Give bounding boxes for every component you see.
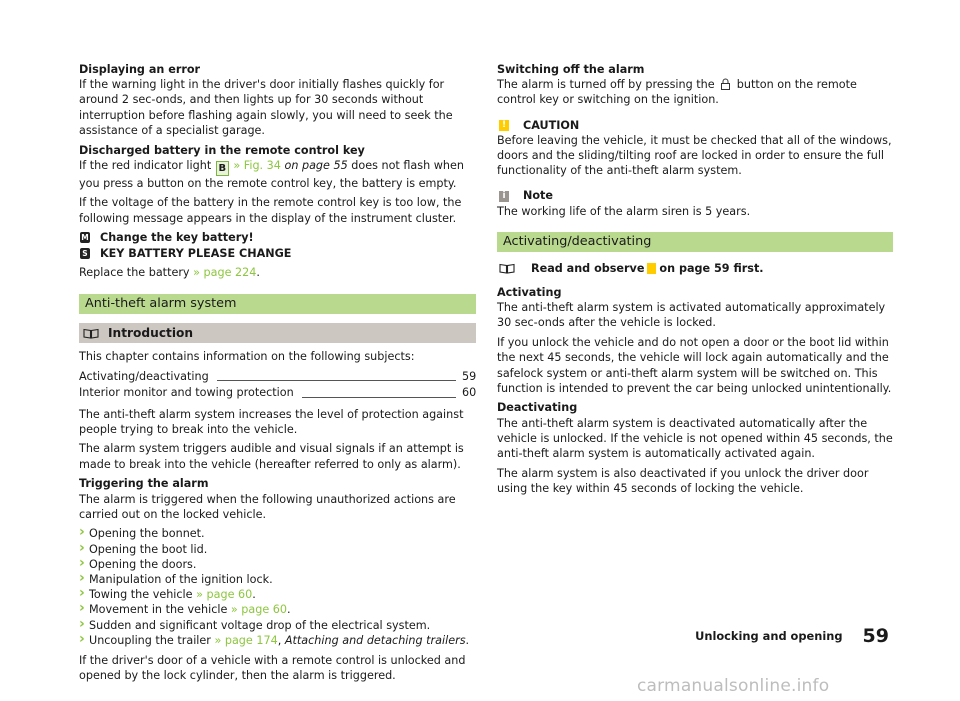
- caution-text: Before leaving the vehicle, it must be checked that all of the windows, doors and the sliding/tilting roof are locked in order to ensure the full functionality of the anti-theft alarm system.: [497, 133, 892, 178]
- intro-text: This chapter contains information on the following subjects:: [79, 350, 415, 364]
- triggering-text: The alarm is triggered when the following unauthorized actions are carried out on the locked vehicle.: [79, 492, 456, 521]
- left-column: [79, 62, 476, 688]
- page-footer: [695, 626, 889, 648]
- watermark: carmanualsonline.info: [637, 676, 830, 696]
- note-label: Note: [523, 189, 553, 203]
- caution-label: CAUTION: [523, 118, 580, 132]
- footer-chapter-title: Unlocking and opening: [695, 629, 843, 644]
- list-item: › Opening the boot lid.: [79, 542, 476, 557]
- replace-battery-pre: Replace the battery: [79, 266, 190, 280]
- caution-label-row: [497, 118, 893, 133]
- read-and-observe-row: [497, 261, 893, 276]
- list-item: › Towing the vehicle » page 60.: [79, 587, 476, 602]
- voltage-paragraph: If the voltage of the battery in the remote control key is too low, the following message appears in the display of the instrument cluster.: [79, 196, 462, 225]
- switching-off-heading: Switching off the alarm: [497, 63, 645, 76]
- toc-label: Activating/deactivating: [79, 370, 209, 384]
- display-s-icon: S: [80, 248, 90, 259]
- info-icon: i: [499, 191, 509, 202]
- toc-leader: [302, 397, 456, 398]
- book-icon: [83, 328, 99, 339]
- page-number: 59: [862, 625, 889, 648]
- list-item: › Movement in the vehicle » page 60.: [79, 602, 476, 617]
- toc-leader: [217, 380, 456, 381]
- discharged-battery-post: does not flash when you press a button on the remote control key, the battery is empty.: [79, 158, 464, 190]
- list-item: › Manipulation of the ignition lock.: [79, 572, 476, 587]
- discharged-battery-heading: Discharged battery in the remote control key: [79, 143, 365, 157]
- switching-off-paragraph: [497, 62, 893, 108]
- deactivating-heading: Deactivating: [497, 401, 578, 415]
- deactivating-text: The anti-theft alarm system is deactivated automatically after the vehicle is unlocked. If the vehicle is not opened within 45 seconds, the anti-theft alarm system is automatically activated again.: [497, 416, 893, 461]
- display-m-icon: M: [81, 233, 89, 243]
- triggers-paragraph: The alarm system triggers audible and visual signals if an attempt is made to break into the vehicle (hereafter referred to only as alarm).: [79, 442, 464, 471]
- discharged-battery-paragraph: [79, 143, 476, 191]
- message-change-key-battery: [79, 230, 476, 245]
- message-text: KEY BATTERY PLEASE CHANGE: [100, 246, 292, 260]
- read-pre: Read and observe: [531, 261, 645, 275]
- page-60-link[interactable]: » page 60: [230, 603, 288, 617]
- triggering-heading: Triggering the alarm: [79, 477, 209, 491]
- message-text: Change the key battery!: [100, 231, 254, 245]
- switching-off-pre: The alarm is turned off by pressing the: [497, 78, 715, 92]
- unlock-relock-paragraph: If you unlock the vehicle and do not open a door or the boot lid within the next 45 seconds, the vehicle will lock again automatically and the safelock system or anti-theft alarm system will be switched on. This function is intended to prevent the car being unlocked unintentionally.: [497, 336, 892, 395]
- note-label-row: [497, 188, 893, 203]
- displaying-error-heading: Displaying an error: [79, 63, 201, 76]
- increases-paragraph: The anti-theft alarm system increases the level of protection against people trying to break into the vehicle.: [79, 407, 464, 436]
- toc-row-activating[interactable]: [79, 369, 476, 384]
- page-174-link[interactable]: » page 174: [214, 633, 278, 647]
- driver-door-paragraph: If the driver's door of a vehicle with a remote control is unlocked and opened by the lock cylinder, then the alarm is triggered.: [79, 653, 466, 682]
- trigger-list: [79, 526, 476, 648]
- deactivating-paragraph: [497, 400, 893, 461]
- message-key-battery-please-change: [79, 246, 476, 261]
- displaying-error-text: If the warning light in the driver's door initially flashes quickly for around 2 sec-onds, and then lights up for 30 seconds without interruption before flashing again slowly, you will need to seek the assistance of a specialist garage.: [79, 78, 453, 137]
- discharged-battery-pre: If the red indicator light: [79, 158, 212, 172]
- activating-paragraph: [497, 285, 893, 331]
- switching-off-post: button on the remote control key or switching on the ignition.: [497, 78, 857, 107]
- list-item: › Sudden and significant voltage drop of the electrical system.: [79, 618, 476, 633]
- toc-row-interior-monitor[interactable]: [79, 385, 476, 400]
- activating-heading: Activating: [497, 286, 562, 300]
- list-item: › Opening the doors.: [79, 557, 476, 572]
- replace-battery-paragraph: Replace the battery » page 224.: [79, 266, 260, 280]
- warning-icon: [647, 263, 656, 274]
- fig-34-link[interactable]: » Fig. 34: [233, 158, 281, 172]
- activating-text: The anti-theft alarm system is activated automatically approximately 30 sec-onds after the vehicle is locked.: [497, 301, 886, 330]
- book-icon: [499, 263, 515, 274]
- fig-34-page-ref: on page 55: [284, 158, 348, 172]
- note-text: The working life of the alarm siren is 5 years.: [497, 204, 751, 218]
- section-title-activating: Activating/deactivating: [497, 232, 893, 252]
- page-60-link[interactable]: » page 60: [196, 588, 253, 602]
- list-item: › Uncoupling the trailer » page 174, Attaching and detaching trailers.: [79, 633, 476, 648]
- list-item: › Opening the bonnet.: [79, 526, 476, 541]
- introduction-title: Introduction: [108, 326, 194, 341]
- driver-key-paragraph: The alarm system is also deactivated if you unlock the driver door using the key within 45 seconds of locking the vehicle.: [497, 466, 869, 495]
- displaying-error-paragraph: [79, 62, 476, 138]
- section-title-anti-theft: Anti-theft alarm system: [79, 294, 476, 314]
- lock-icon: [720, 78, 731, 90]
- caution-icon: !: [499, 120, 509, 131]
- introduction-bar: [79, 323, 476, 343]
- toc-label: Interior monitor and towing protection: [79, 386, 294, 400]
- indicator-light-key-icon: B: [216, 161, 229, 176]
- toc-page: 59: [462, 370, 477, 384]
- toc-page: 60: [462, 386, 477, 400]
- page-224-link[interactable]: » page 224: [193, 266, 257, 280]
- right-column: [497, 62, 893, 501]
- read-post: on page 59 first.: [659, 261, 764, 275]
- triggering-paragraph: [79, 476, 476, 522]
